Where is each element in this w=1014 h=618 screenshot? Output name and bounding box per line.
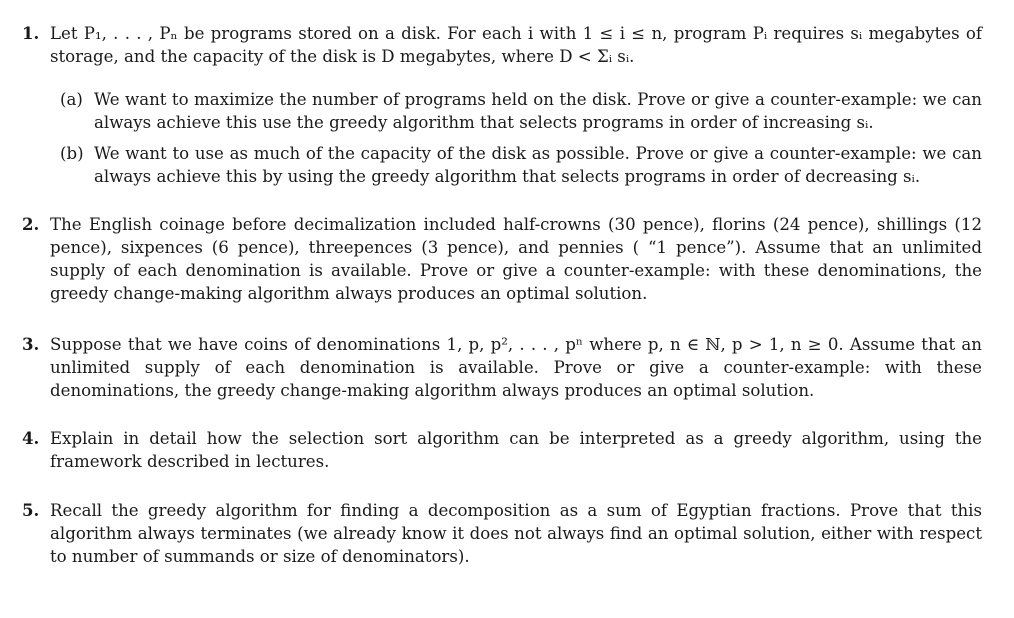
- problem-number: 1.: [22, 23, 40, 43]
- problem-text: Suppose that we have coins of denominations 1, p, p², . . . , pⁿ where p, n ∈ ℕ, p > 1, n ≥ 0. Assume that an unlimited supply of each denomination is available. Prove or give a counter-example: with these denominations, the greedy change-making algorithm always produces an optimal solution.: [50, 335, 982, 400]
- problem-text: Explain in detail how the selection sort algorithm can be interpreted as a greedy algorithm, using the framework described in lectures.: [50, 429, 982, 471]
- part-text: We want to maximize the number of programs held on the disk. Prove or give a counter-example: we can always achieve this use the greedy algorithm that selects programs in order of increasing sᵢ.: [94, 90, 982, 132]
- problem-3: [22, 333, 982, 402]
- problem-2: [22, 213, 982, 305]
- problem-number: 5.: [22, 500, 40, 520]
- part-text: We want to use as much of the capacity of the disk as possible. Prove or give a counter-example: we can always achieve this by using the greedy algorithm that selects programs in order of decreasing sᵢ.: [94, 144, 982, 186]
- problem-5: [22, 499, 982, 568]
- part-label: (a): [60, 90, 83, 109]
- problem-4: [22, 427, 982, 473]
- problem-number: 3.: [22, 334, 40, 354]
- part-label: (b): [60, 144, 84, 163]
- problem-1-part-a: [22, 88, 982, 134]
- problem-number: 2.: [22, 214, 40, 234]
- problem-1: [22, 22, 982, 68]
- problem-text: Let P₁, . . . , Pₙ be programs stored on a disk. For each i with 1 ≤ i ≤ n, program Pᵢ requires sᵢ megabytes of storage, and the capacity of the disk is D megabytes, where D < Σᵢ sᵢ.: [50, 24, 982, 66]
- problem-text: Recall the greedy algorithm for finding a decomposition as a sum of Egyptian fractions. Prove that this algorithm always terminates (we already know it does not always find an optimal solution, either with respect to number of summands or size of denominators).: [50, 501, 982, 566]
- problem-number: 4.: [22, 428, 40, 448]
- problem-1-part-b: [22, 142, 982, 188]
- problem-text: The English coinage before decimalization included half-crowns (30 pence), florins (24 pence), shillings (12 pence), sixpences (6 pence), threepences (3 pence), and pennies ( “1 pence”). Assume that an unlimited supply of each denomination is available. Prove or give a counter-example: with these denominations, the greedy change-making algorithm always produces an optimal solution.: [50, 215, 982, 303]
